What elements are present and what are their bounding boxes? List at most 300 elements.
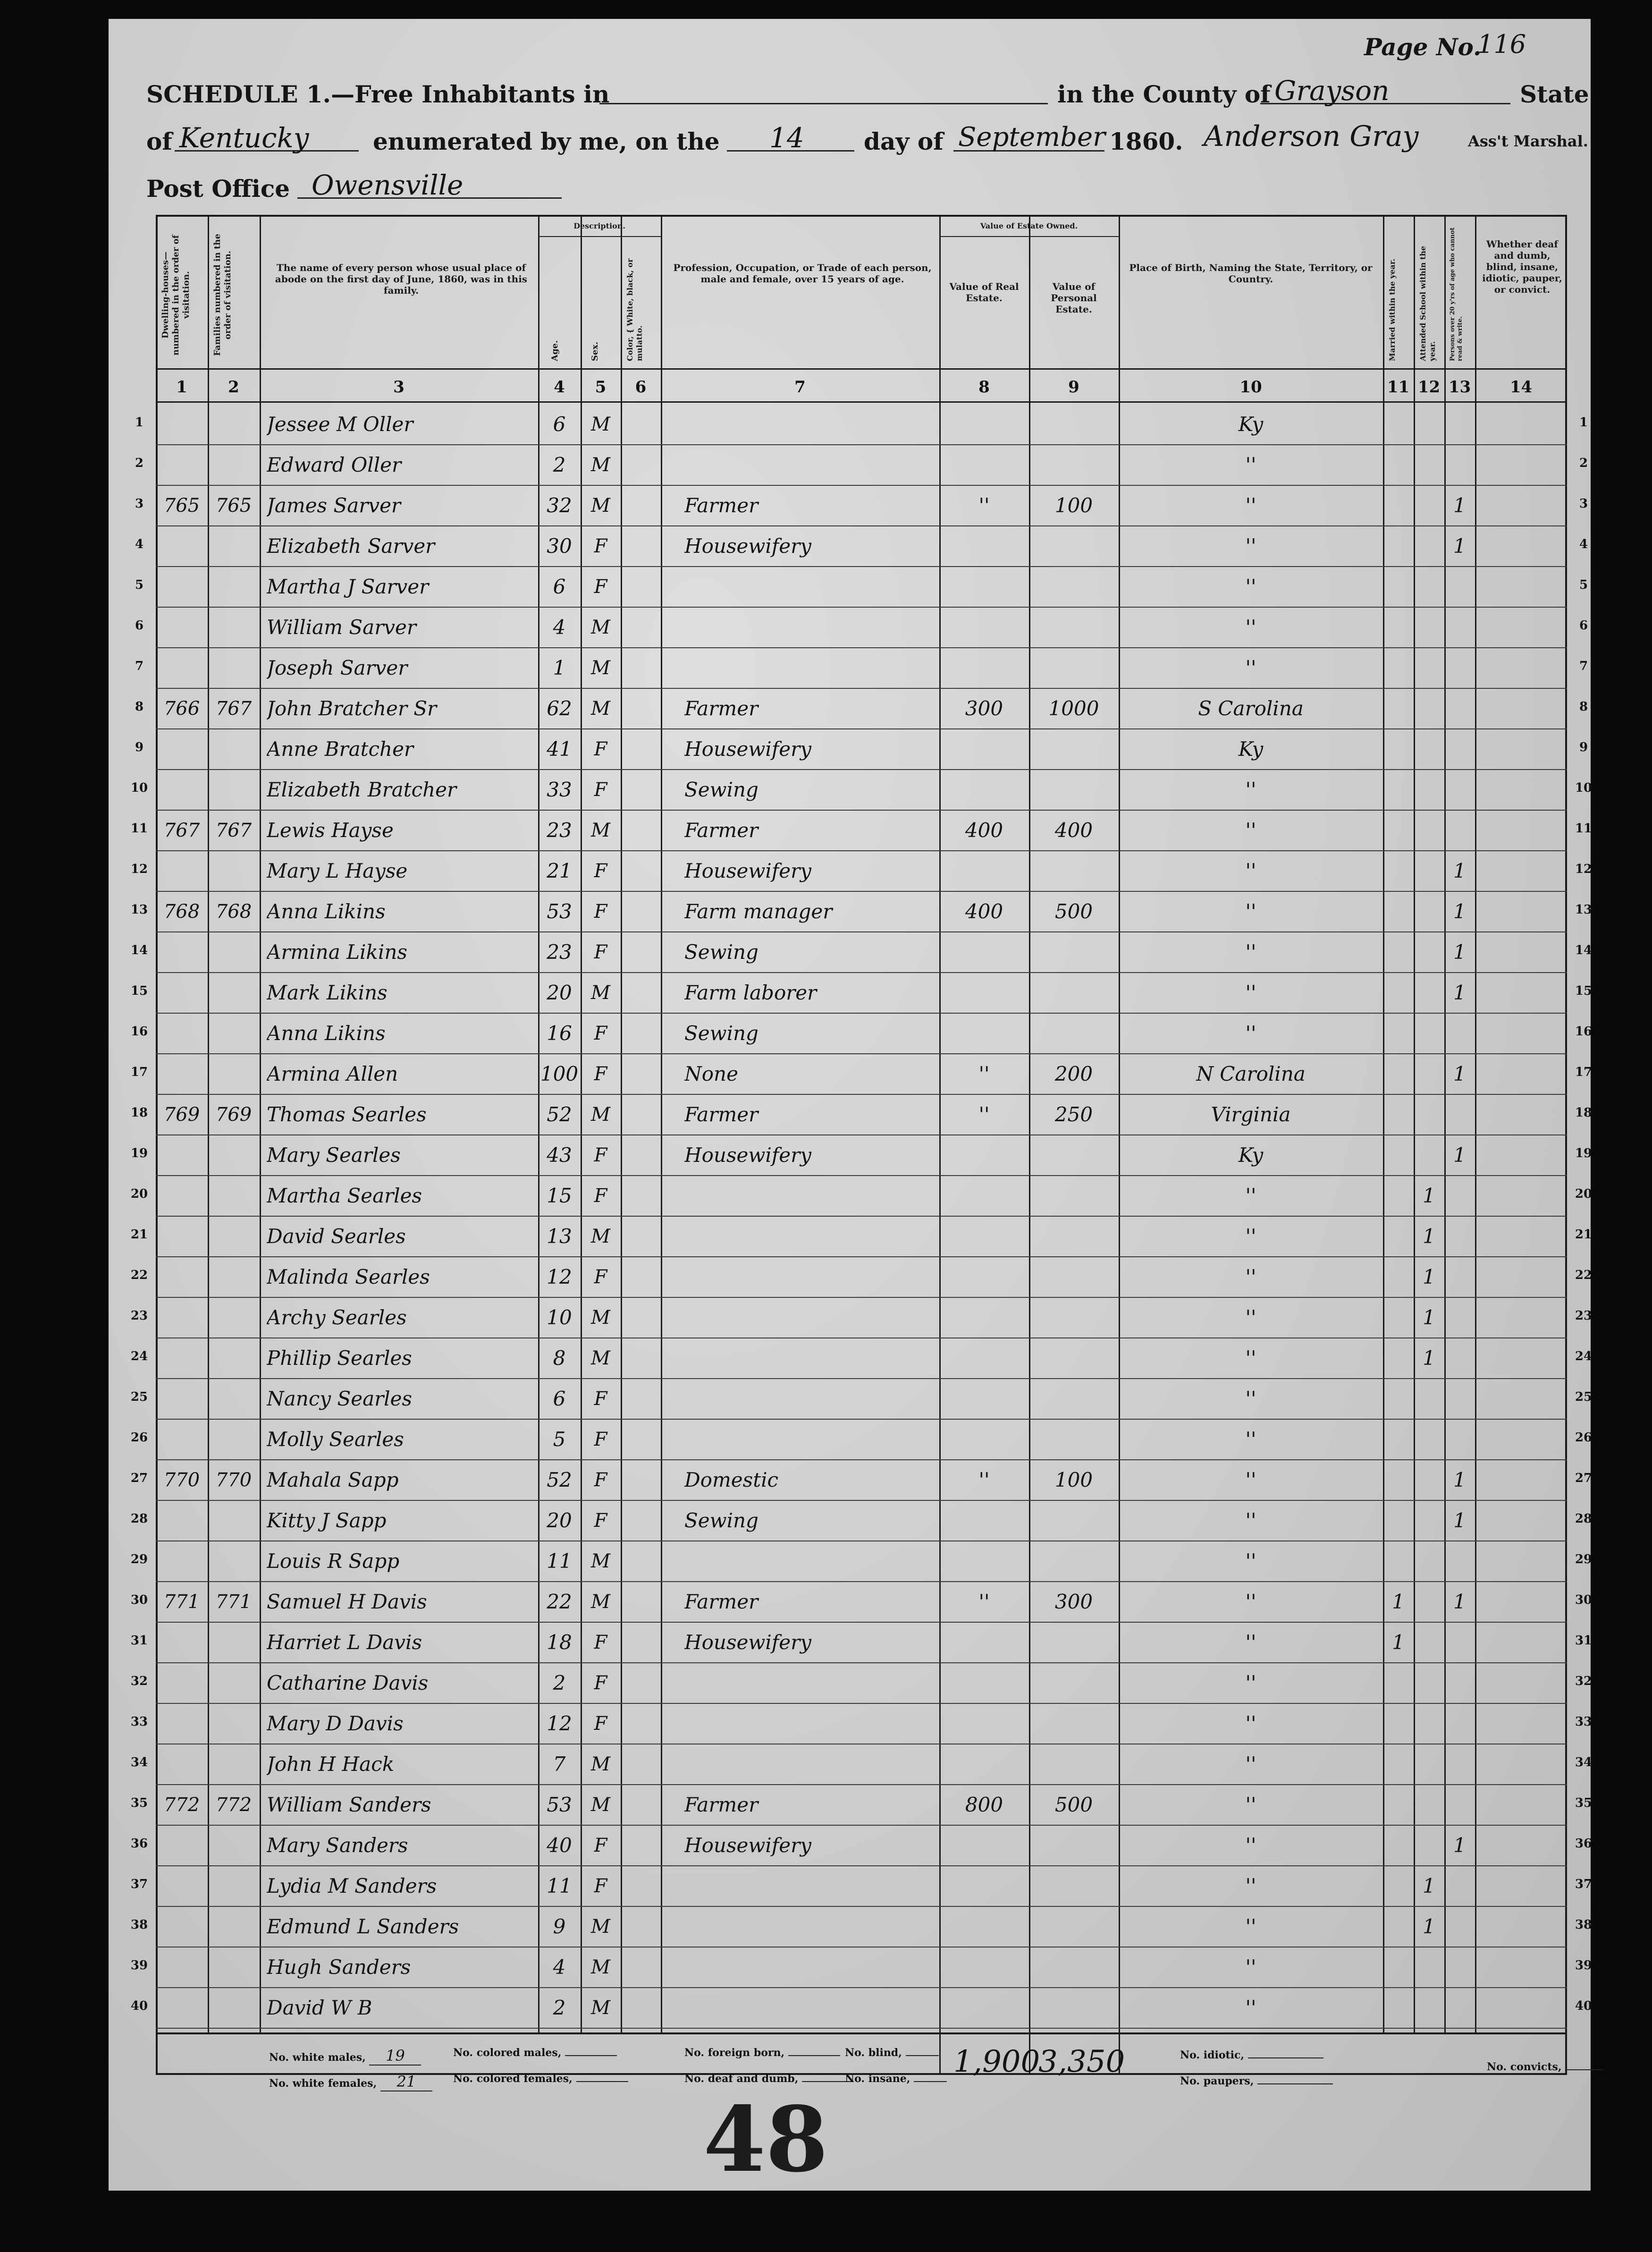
cell-birth: '' [1245, 1387, 1256, 1410]
cell-real: '' [978, 1590, 990, 1613]
line-number: 14 [130, 943, 148, 957]
cell-age: 52 [547, 1468, 572, 1491]
cell-married [1383, 974, 1414, 1012]
cell-pers [1029, 527, 1119, 565]
line-number: 11 [1575, 821, 1593, 836]
col10-header: Place of Birth, Naming the State, Territory, or Country. [1129, 262, 1373, 285]
table-row [156, 1825, 1567, 1866]
cell-dw [156, 1867, 208, 1905]
cell-illit [1444, 1421, 1475, 1458]
line-number: 25 [130, 1390, 148, 1404]
cell-age: 4 [553, 616, 566, 639]
colored-females-blank [576, 2081, 628, 2082]
cell-birth: '' [1245, 940, 1256, 964]
cell-real [939, 527, 1029, 565]
cell-dw [156, 1745, 208, 1783]
cell-real [939, 1177, 1029, 1215]
cell-pers: 500 [1054, 900, 1093, 923]
cell-birth: '' [1245, 1996, 1256, 2019]
white-females-label: No. white females, [269, 2077, 377, 2090]
col11-header: Married within the year. [1388, 258, 1397, 361]
cell-birth: '' [1245, 494, 1256, 517]
white-females-value: 21 [380, 2073, 432, 2091]
cell-dw [156, 1218, 208, 1255]
description-header: Description. [573, 221, 625, 230]
cell-name: John Bratcher Sr [267, 697, 437, 720]
cell-pers [1029, 1218, 1119, 1255]
cell-dw [156, 1015, 208, 1052]
cell-real [939, 649, 1029, 687]
cell-sex: M [591, 414, 610, 435]
table-row [156, 1500, 1567, 1541]
cell-dw [156, 1827, 208, 1864]
cell-dw [156, 406, 208, 443]
cell-dw [156, 446, 208, 484]
cell-sex: M [591, 1956, 610, 1978]
cell-sex: F [594, 1429, 607, 1450]
cell-sex: M [591, 617, 610, 638]
col12-header: Attended School within the year. [1418, 246, 1437, 361]
table-row [156, 404, 1567, 445]
cell-occ: Sewing [684, 940, 759, 964]
table-row [156, 1662, 1567, 1704]
blind-label: No. blind, [845, 2047, 902, 2059]
cell-name: Lydia M Sanders [267, 1874, 437, 1897]
cell-birth: '' [1245, 981, 1256, 1004]
line-number: 22 [130, 1268, 148, 1282]
cell-occ: Farmer [684, 1103, 759, 1126]
cell-illit [1444, 1664, 1475, 1702]
line-number: 13 [1575, 903, 1593, 917]
cell-real [939, 1948, 1029, 1986]
line-number: 3 [135, 497, 144, 511]
cell-sex: M [591, 1591, 610, 1613]
table-row [156, 1053, 1567, 1095]
line-number: 32 [1575, 1674, 1593, 1688]
cell-birth: '' [1245, 1306, 1256, 1329]
cell-dw [156, 1502, 208, 1540]
cell-birth: S Carolina [1198, 697, 1304, 720]
colored-females [453, 2073, 628, 2085]
cell-sex: M [591, 820, 610, 841]
cell-pers [1029, 1015, 1119, 1052]
cell-birth: '' [1245, 1509, 1256, 1532]
cell-name: Elizabeth Bratcher [267, 778, 457, 801]
cell-age: 18 [547, 1631, 572, 1654]
line-number: 7 [1579, 659, 1588, 673]
cell-name: Anna Likins [267, 1022, 386, 1045]
cell-illit [1444, 1989, 1475, 2027]
cell-dw [156, 1055, 208, 1093]
cell-married [1383, 487, 1414, 525]
cell-sex: F [594, 1469, 607, 1491]
insane [845, 2073, 947, 2085]
cell-school [1414, 1583, 1444, 1621]
cell-sex: M [591, 1226, 610, 1247]
col3-header: The name of every person whose usual place of abode on the first day of June, 1860, was in this family. [275, 262, 528, 296]
cell-real: '' [978, 1062, 990, 1085]
cell-birth: '' [1245, 575, 1256, 598]
cell-real [939, 1218, 1029, 1255]
cell-married [1383, 1745, 1414, 1783]
cell-name: Samuel H Davis [267, 1590, 427, 1613]
line-number: 28 [1575, 1512, 1593, 1526]
cell-pers [1029, 1299, 1119, 1337]
cell-occ [684, 1948, 935, 1986]
cell-fam [208, 406, 260, 443]
cell-dw [156, 1380, 208, 1418]
line-number: 34 [130, 1755, 148, 1769]
cell-married [1383, 1055, 1414, 1093]
cell-birth: '' [1245, 534, 1256, 558]
white-males-label: No. white males, [269, 2051, 366, 2064]
table-row [156, 1175, 1567, 1217]
line-number: 6 [1579, 618, 1588, 633]
cell-fam [208, 1218, 260, 1255]
blind-blank [906, 2055, 939, 2056]
cell-school [1414, 1948, 1444, 1986]
cell-pers: 100 [1054, 1468, 1093, 1491]
cell-fam: 765 [215, 495, 252, 516]
cell-age: 15 [547, 1184, 572, 1207]
cell-school [1414, 1542, 1444, 1580]
line-number: 4 [135, 537, 144, 551]
convicts-blank [1565, 2069, 1603, 2070]
cell-married [1383, 1786, 1414, 1824]
line-number: 24 [130, 1349, 148, 1363]
cell-dw [156, 1421, 208, 1458]
cell-name: Mary Searles [267, 1143, 401, 1167]
idiotic-label: No. idiotic, [1180, 2049, 1245, 2061]
table-row [156, 444, 1567, 486]
cell-fam [208, 1948, 260, 1986]
table-row [156, 891, 1567, 932]
cell-school [1414, 1096, 1444, 1134]
cell-occ [684, 1258, 935, 1296]
cell-fam: 768 [215, 901, 252, 923]
cell-illit [1444, 1948, 1475, 1986]
cell-name: Elizabeth Sarver [267, 534, 435, 558]
cell-name: Phillip Searles [267, 1346, 412, 1370]
cell-sex: F [594, 1388, 607, 1410]
cell-fam [208, 1380, 260, 1418]
cell-illit [1444, 730, 1475, 768]
cell-school [1414, 1989, 1444, 2027]
line-number: 6 [135, 618, 144, 633]
line-number: 12 [1575, 862, 1593, 876]
foreign-born [684, 2047, 840, 2059]
description-divider [538, 236, 661, 237]
cell-birth: '' [1245, 1834, 1256, 1857]
col-number: 8 [978, 378, 990, 397]
cell-real: 400 [965, 900, 1003, 923]
state-value: Kentucky [179, 122, 309, 154]
cell-married [1383, 893, 1414, 931]
cell-fam [208, 1502, 260, 1540]
table-row [156, 728, 1567, 770]
table-row [156, 769, 1567, 811]
cell-name: Thomas Searles [267, 1103, 427, 1126]
cell-age: 13 [547, 1225, 572, 1248]
cell-sex: M [591, 657, 610, 679]
cell-age: 2 [553, 1996, 566, 2019]
cell-sex: M [591, 454, 610, 476]
cell-married [1383, 1827, 1414, 1864]
cell-pers [1029, 730, 1119, 768]
line-number: 23 [130, 1309, 148, 1323]
cell-married [1383, 1015, 1414, 1052]
line-number: 10 [1575, 781, 1593, 795]
cell-name: Armina Likins [267, 940, 407, 964]
cell-sex: F [594, 1835, 607, 1856]
cell-dw [156, 730, 208, 768]
cell-real [939, 771, 1029, 809]
cell-fam: 767 [215, 698, 252, 720]
cell-pers: 300 [1054, 1590, 1093, 1613]
cell-pers: 250 [1054, 1103, 1093, 1126]
cell-name: Harriet L Davis [267, 1631, 422, 1654]
cell-sex: F [594, 941, 607, 963]
cell-fam [208, 1867, 260, 1905]
year-label: 1860. [1109, 127, 1183, 155]
cell-pers [1029, 1827, 1119, 1864]
cell-age: 52 [547, 1103, 572, 1126]
of-label: of [146, 127, 172, 155]
cell-pers [1029, 406, 1119, 443]
cell-pers [1029, 771, 1119, 809]
cell-sex: F [594, 1713, 607, 1735]
cell-married [1383, 1908, 1414, 1946]
line-number: 5 [1579, 578, 1588, 592]
cell-illit [1444, 1015, 1475, 1052]
line-number: 5 [135, 578, 144, 592]
cell-school [1414, 527, 1444, 565]
cell-illit [1444, 690, 1475, 728]
cell-age: 6 [553, 575, 566, 598]
cell-illit [1444, 1299, 1475, 1337]
cell-school [1414, 1461, 1444, 1499]
cell-illit: 1 [1453, 859, 1466, 882]
line-number: 16 [1575, 1024, 1593, 1039]
table-row [156, 485, 1567, 526]
line-number: 18 [130, 1106, 148, 1120]
table-row [156, 1541, 1567, 1582]
col13-header: Persons over 20 y'rs of age who cannot read & write. [1449, 227, 1464, 361]
cell-married [1383, 1299, 1414, 1337]
cell-occ [684, 1542, 935, 1580]
table-row [156, 1013, 1567, 1054]
cell-pers [1029, 1339, 1119, 1377]
cell-school [1414, 812, 1444, 849]
col4-header: Age. [550, 340, 560, 361]
col-number: 6 [635, 378, 647, 397]
cell-occ: Farmer [684, 819, 759, 842]
col6-header: Color, { White, black, or mulatto. [625, 258, 644, 361]
col-number: 7 [794, 378, 806, 397]
line-number: 20 [1575, 1187, 1593, 1201]
cell-married [1383, 812, 1414, 849]
col-number: 2 [228, 378, 239, 397]
cell-married [1383, 933, 1414, 971]
cell-sex: F [594, 576, 607, 598]
cell-married [1383, 1542, 1414, 1580]
line-number: 28 [130, 1512, 148, 1526]
estate-header: Value of Estate Owned. [980, 221, 1078, 230]
cell-occ: Housewifery [684, 737, 811, 761]
cell-birth: '' [1245, 1428, 1256, 1451]
cell-birth: '' [1245, 900, 1256, 923]
line-number: 27 [1575, 1471, 1593, 1485]
cell-school [1414, 609, 1444, 646]
cell-occ [684, 1908, 935, 1946]
colored-males [453, 2047, 617, 2059]
line-number: 33 [1575, 1715, 1593, 1729]
cell-pers [1029, 1502, 1119, 1540]
cell-school [1414, 1136, 1444, 1174]
cell-name: William Sanders [267, 1793, 431, 1816]
cell-occ: Sewing [684, 778, 759, 801]
cell-real [939, 1380, 1029, 1418]
cell-fam: 767 [215, 820, 252, 841]
cell-name: John H Hack [267, 1752, 395, 1776]
table-row [156, 1947, 1567, 1988]
cell-school [1414, 446, 1444, 484]
cell-illit: 1 [1453, 981, 1466, 1004]
cell-birth: '' [1245, 1468, 1256, 1491]
table-row [156, 931, 1567, 973]
line-number: 10 [130, 781, 148, 795]
cell-age: 20 [547, 1509, 572, 1532]
cell-occ [684, 406, 935, 443]
day-of-label: day of [864, 127, 944, 155]
cell-age: 7 [553, 1752, 566, 1776]
cell-occ: Housewifery [684, 1631, 811, 1654]
cell-sex: F [594, 1023, 607, 1044]
cell-fam [208, 527, 260, 565]
cell-occ: Housewifery [684, 534, 811, 558]
cell-fam [208, 1989, 260, 2027]
cell-illit [1444, 446, 1475, 484]
line-number: 35 [130, 1796, 148, 1810]
state-label: State [1520, 80, 1589, 108]
cell-real [939, 406, 1029, 443]
cell-birth: '' [1245, 1956, 1256, 1979]
col-number: 10 [1239, 378, 1262, 397]
cell-real [939, 1908, 1029, 1946]
cell-name: Martha J Sarver [267, 575, 429, 598]
col7-header: Profession, Occupation, or Trade of each person, male and female, over 15 years of age. [673, 262, 932, 285]
cell-fam [208, 730, 260, 768]
line-number: 26 [130, 1431, 148, 1445]
cell-birth: '' [1245, 778, 1256, 801]
cell-sex: M [591, 1104, 610, 1126]
cell-name: Malinda Searles [267, 1265, 430, 1288]
cell-dw [156, 1339, 208, 1377]
col-number: 1 [176, 378, 187, 397]
cell-illit [1444, 1177, 1475, 1215]
cell-illit: 1 [1453, 900, 1466, 923]
cell-pers [1029, 1705, 1119, 1743]
cell-school [1414, 1664, 1444, 1702]
cell-school: 1 [1423, 1874, 1435, 1897]
cell-sex: F [594, 738, 607, 760]
cell-dw [156, 1258, 208, 1296]
line-number: 4 [1579, 537, 1588, 551]
cell-fam [208, 1827, 260, 1864]
cell-sex: F [594, 1144, 607, 1166]
cell-real: '' [978, 1468, 990, 1491]
day-value: 14 [769, 122, 804, 154]
cell-illit: 1 [1453, 534, 1466, 558]
cell-occ [684, 1421, 935, 1458]
cell-school [1414, 1421, 1444, 1458]
cell-illit [1444, 1705, 1475, 1743]
line-number: 23 [1575, 1309, 1593, 1323]
line-number: 25 [1575, 1390, 1593, 1404]
line-number: 40 [130, 1999, 148, 2013]
insane-blank [914, 2081, 947, 2082]
table-row [156, 1216, 1567, 1257]
cell-age: 6 [553, 413, 566, 436]
cell-real [939, 1542, 1029, 1580]
cell-name: Edmund L Sanders [267, 1915, 459, 1938]
col9-header: Value of Personal Estate. [1051, 281, 1097, 315]
cell-school [1414, 568, 1444, 606]
idiotic-blank [1248, 2057, 1323, 2058]
township-blank [599, 103, 1048, 104]
line-number: 29 [1575, 1552, 1593, 1566]
cell-sex: M [591, 1307, 610, 1329]
cell-birth: '' [1245, 1184, 1256, 1207]
line-number: 40 [1575, 1999, 1593, 2013]
table-row [156, 1297, 1567, 1338]
line-number: 20 [130, 1187, 148, 1201]
line-number: 9 [135, 740, 144, 754]
cell-dw [156, 771, 208, 809]
marshal-title: Ass't Marshal. [1468, 132, 1588, 150]
cell-dw [156, 1177, 208, 1215]
white-males-value: 19 [369, 2047, 421, 2066]
colored-males-label: No. colored males, [453, 2047, 562, 2059]
cell-dw [156, 649, 208, 687]
cell-real [939, 446, 1029, 484]
cell-occ [684, 446, 935, 484]
cell-dw: 771 [163, 1591, 200, 1613]
table-row [156, 647, 1567, 689]
cell-illit: 1 [1453, 1468, 1466, 1491]
cell-illit [1444, 1908, 1475, 1946]
line-number: 21 [1575, 1228, 1593, 1242]
post-office-value: Owensville [312, 169, 464, 201]
cell-age: 9 [553, 1915, 566, 1938]
idiotic [1180, 2049, 1323, 2061]
cell-dw: 770 [163, 1469, 200, 1491]
line-number: 27 [130, 1471, 148, 1485]
line-number: 17 [130, 1065, 148, 1079]
cell-dw [156, 1705, 208, 1743]
cell-sex: F [594, 1185, 607, 1207]
cell-fam [208, 446, 260, 484]
line-number: 2 [135, 456, 144, 470]
cell-birth: '' [1245, 859, 1256, 882]
col-number: 14 [1509, 378, 1533, 397]
cell-dw: 772 [163, 1794, 200, 1816]
white-males [269, 2047, 421, 2066]
table-row [156, 1378, 1567, 1420]
cell-occ: Farm laborer [684, 981, 817, 1004]
cell-school [1414, 1380, 1444, 1418]
cell-real [939, 1502, 1029, 1540]
